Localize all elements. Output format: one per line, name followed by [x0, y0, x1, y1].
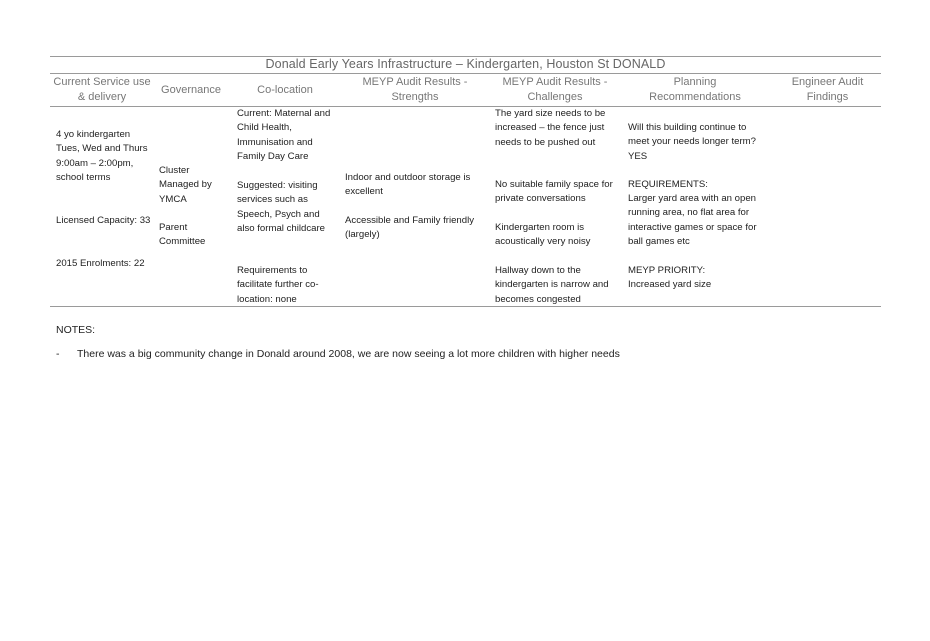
planning-priority: Increased yard size	[628, 279, 712, 290]
header-governance: Governance	[161, 84, 221, 96]
co-location-suggested: Suggested: visiting services such as Speech, Psych and also formal childcare	[237, 180, 325, 235]
planning-priority-label: MEYP PRIORITY:	[628, 265, 706, 276]
strength-storage: Indoor and outdoor storage is excellent	[345, 172, 471, 198]
title-divider	[50, 73, 881, 74]
header-co-location: Co-location	[257, 84, 313, 96]
header-planning: Planning Recommendations	[649, 76, 741, 103]
governance-parent-committee: Parent Committee	[159, 222, 206, 248]
table-title: Donald Early Years Infrastructure – Kindergarten, Houston St DONALD	[265, 57, 666, 71]
challenge-hallway: Hallway down to the kindergarten is narrow and becomes congested	[495, 265, 609, 305]
header-current-service: Current Service use & delivery	[53, 76, 151, 103]
planning-requirements-label: REQUIREMENTS:	[628, 179, 708, 190]
service-hours: 4 yo kindergarten Tues, Wed and Thurs 9:00am – 2:00pm, school terms	[56, 129, 148, 184]
strength-accessible: Accessible and Family friendly (largely)	[345, 215, 475, 241]
planning-question: Will this building continue to meet your needs longer term? YES	[628, 122, 756, 162]
notes-title: NOTES:	[56, 324, 96, 336]
header-engineer: Engineer Audit Findings	[791, 76, 864, 103]
header-divider	[50, 106, 881, 107]
planning-requirements: Larger yard area with an open running area, no flat area for interactive games or space for ball games etc	[628, 193, 757, 248]
header-challenges: MEYP Audit Results - Challenges	[502, 76, 608, 103]
challenge-family-space: No suitable family space for private conversations	[495, 179, 613, 205]
note-item: There was a big community change in Donald around 2008, we are now seeing a lot more children with higher needs	[77, 348, 620, 360]
challenge-yard-size: The yard size needs to be increased – the fence just needs to be pushed out	[495, 108, 606, 148]
enrolments: 2015 Enrolments: 22	[56, 258, 145, 269]
challenge-acoustics: Kindergarten room is acoustically very noisy	[495, 222, 591, 248]
header-strengths: MEYP Audit Results - Strengths	[362, 76, 468, 103]
co-location-current: Current: Maternal and Child Health, Immunisation and Family Day Care	[237, 108, 331, 163]
licensed-capacity: Licensed Capacity: 33	[56, 215, 151, 226]
note-bullet: -	[56, 348, 60, 360]
table-bottom-border	[50, 306, 881, 307]
governance-cluster: Cluster Managed by YMCA	[159, 165, 212, 205]
co-location-requirements: Requirements to facilitate further co-location: none	[237, 265, 319, 305]
